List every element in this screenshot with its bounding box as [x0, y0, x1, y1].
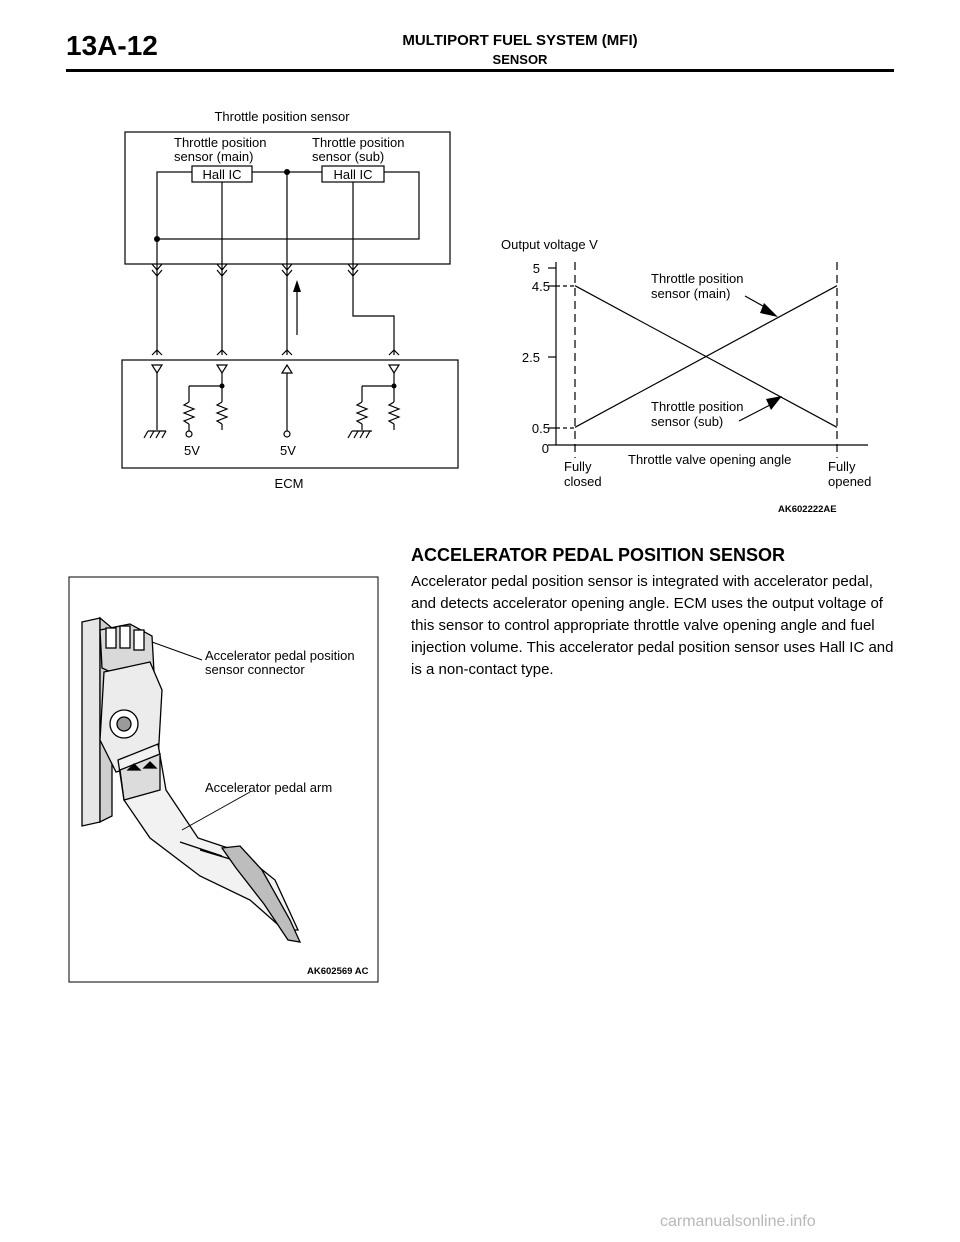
chart-xlabel: Throttle valve opening angle [628, 452, 792, 467]
chart-ylabel: Output voltage V [501, 237, 598, 252]
y-tick-label: 5 [532, 261, 540, 276]
section-subtitle: SENSOR [492, 52, 548, 67]
series-sub-label-2: sensor (sub) [651, 414, 724, 429]
ecm-label: ECM [274, 476, 304, 491]
figure-code: AK602569 AC [307, 966, 369, 977]
hall-ic-sub-label: Hall IC [333, 167, 373, 182]
ecm-5v-label-2: 5V [280, 443, 296, 458]
main-sensor-label-2: sensor (main) [174, 149, 254, 164]
x-tick-fully-opened-1: Fully [828, 459, 856, 474]
connector-label-2: sensor connector [205, 662, 305, 677]
connector-label-1: Accelerator pedal position [205, 648, 355, 663]
y-tick-label: 0 [541, 441, 549, 456]
x-tick-fully-closed-2: closed [564, 474, 602, 489]
sensor-title: Throttle position sensor [214, 109, 350, 124]
watermark: carmanualsonline.info [660, 1213, 816, 1230]
series-sub-label-1: Throttle position [651, 399, 744, 414]
main-sensor-label-1: Throttle position [174, 135, 267, 150]
section-title: MULTIPORT FUEL SYSTEM (MFI) [402, 32, 638, 49]
sub-sensor-label-1: Throttle position [312, 135, 405, 150]
ecm-5v-label-1: 5V [184, 443, 200, 458]
y-tick-label: 4.5 [531, 279, 550, 294]
series-main-label-1: Throttle position [651, 271, 744, 286]
section-body: Accelerator pedal position sensor is integrated with accelerator pedal, and detects accelerator opening angle. ECM uses the output voltage of this sensor to control appropriate throttle valve opening angle and fuel injection volume. This accelerator pedal position sensor uses Hall IC and is a non-contact type. [411, 573, 894, 678]
figure-code: AK602222AE [778, 504, 837, 515]
section-heading: ACCELERATOR PEDAL POSITION SENSOR [411, 545, 786, 565]
y-tick-label: 2.5 [521, 350, 540, 365]
y-tick-label: 0.5 [531, 421, 550, 436]
page-number: 13A-12 [66, 30, 158, 61]
pedal-arm-label: Accelerator pedal arm [205, 780, 333, 795]
x-tick-fully-opened-2: opened [828, 474, 872, 489]
x-tick-fully-closed-1: Fully [564, 459, 592, 474]
hall-ic-main-label: Hall IC [202, 167, 242, 182]
series-main-label-2: sensor (main) [651, 286, 731, 301]
sub-sensor-label-2: sensor (sub) [312, 149, 385, 164]
